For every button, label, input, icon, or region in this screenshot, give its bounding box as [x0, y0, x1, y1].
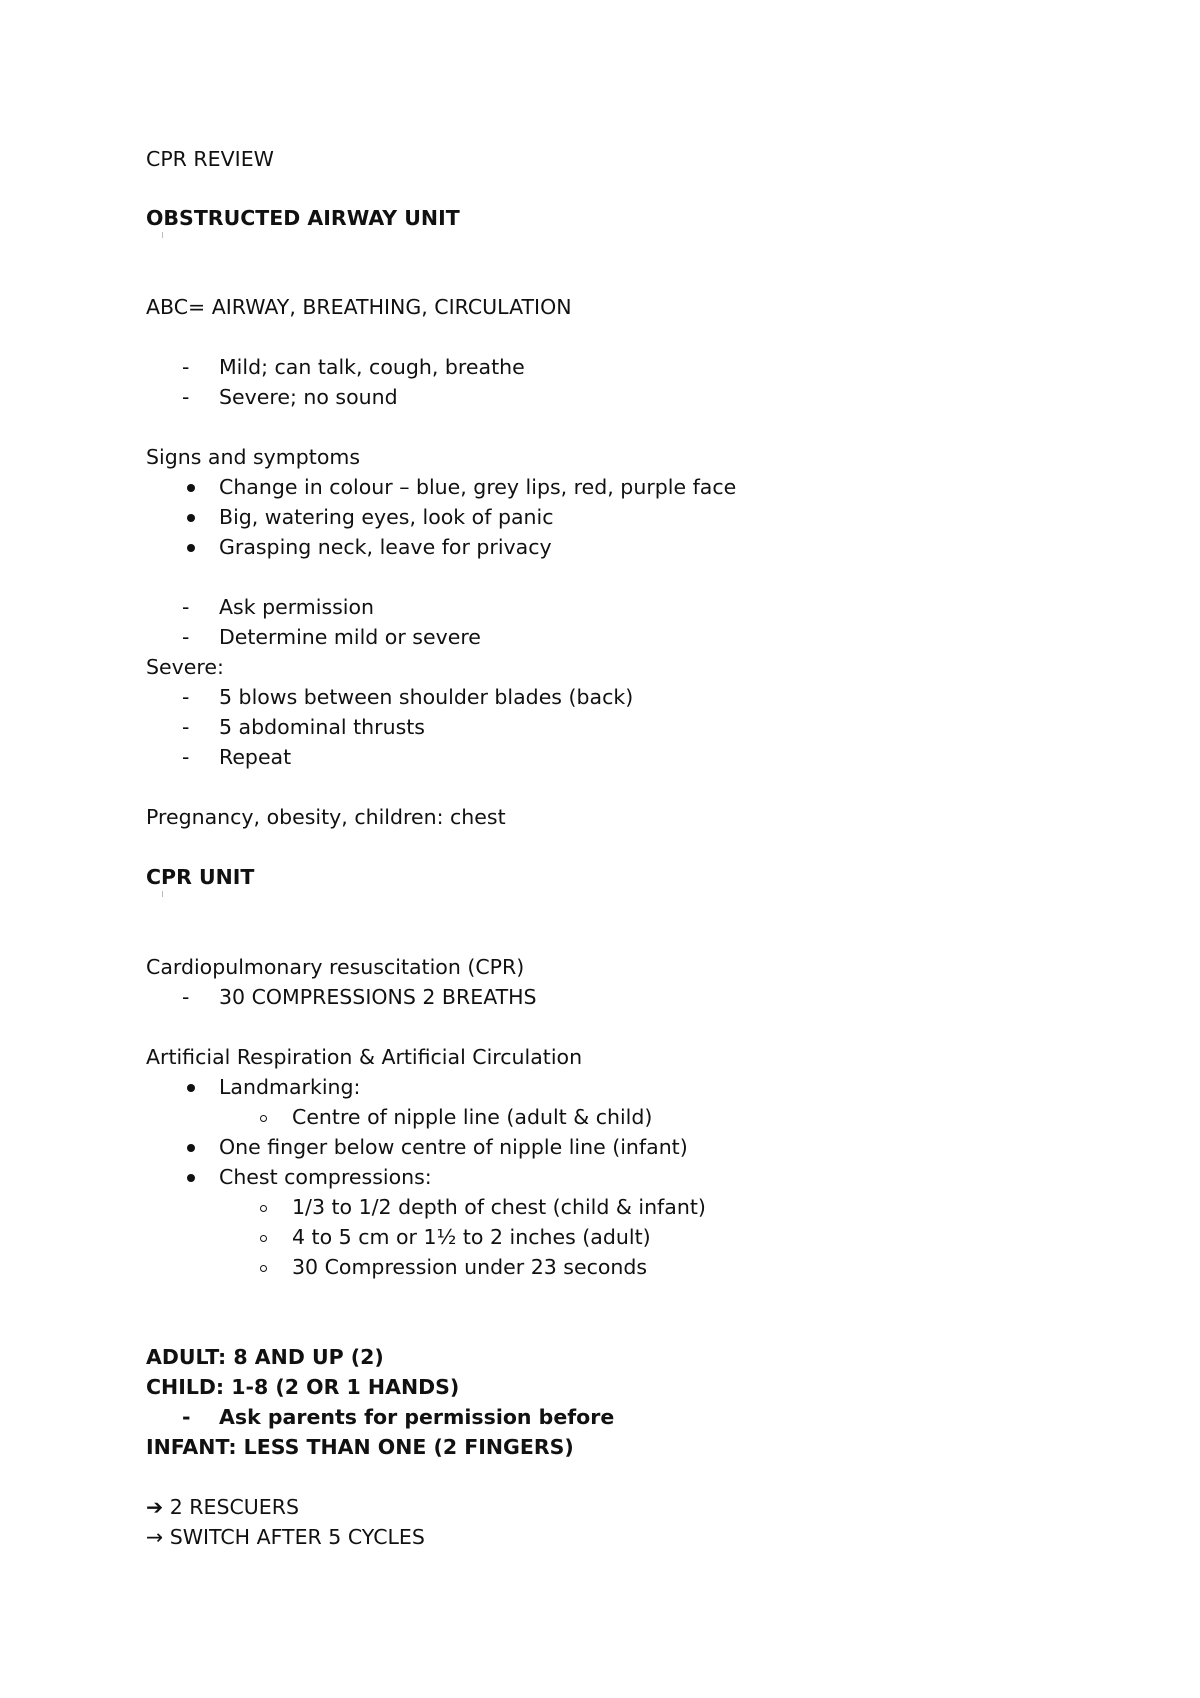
switch-line: → SWITCH AFTER 5 CYCLES	[146, 1525, 425, 1549]
list-item-text: 1/3 to 1/2 depth of chest (child & infant)	[292, 1195, 706, 1219]
circle-bullet-icon	[260, 1265, 267, 1272]
list-item-text: Change in colour – blue, grey lips, red, purple face	[219, 475, 737, 499]
dash-marker: -	[182, 745, 190, 769]
list-item-text: 30 COMPRESSIONS 2 BREATHS	[219, 985, 537, 1009]
bullet-icon	[187, 514, 195, 522]
dash-marker: -	[182, 355, 190, 379]
dash-marker: -	[182, 385, 190, 409]
abc-line: ABC= AIRWAY, BREATHING, CIRCULATION	[146, 295, 572, 319]
circle-bullet-icon	[260, 1205, 267, 1212]
cpr-definition: Cardiopulmonary resuscitation (CPR)	[146, 955, 525, 979]
infant-age-line: INFANT: LESS THAN ONE (2 FINGERS)	[146, 1435, 574, 1459]
circle-bullet-icon	[260, 1235, 267, 1242]
list-item-text: 5 blows between shoulder blades (back)	[219, 685, 634, 709]
bullet-icon	[187, 1144, 195, 1152]
cursor-mark	[162, 232, 163, 238]
child-age-line: CHILD: 1-8 (2 OR 1 HANDS)	[146, 1375, 460, 1399]
dash-marker: -	[182, 985, 190, 1009]
section-heading-cpr: CPR UNIT	[146, 865, 255, 889]
list-item-text: Big, watering eyes, look of panic	[219, 505, 554, 529]
dash-marker: -	[182, 595, 190, 619]
bullet-icon	[187, 1084, 195, 1092]
rescuers-line: ➔ 2 RESCUERS	[146, 1495, 299, 1519]
list-item-text: Ask parents for permission before	[219, 1405, 615, 1429]
dash-marker: -	[182, 625, 190, 649]
bullet-icon	[187, 484, 195, 492]
list-item-text: Severe; no sound	[219, 385, 398, 409]
list-item-text: Chest compressions:	[219, 1165, 432, 1189]
list-item-text: One finger below centre of nipple line (infant)	[219, 1135, 688, 1159]
document-title: CPR REVIEW	[146, 147, 274, 171]
severe-heading: Severe:	[146, 655, 224, 679]
ar-heading: Artificial Respiration & Artificial Circulation	[146, 1045, 583, 1069]
list-item-text: Determine mild or severe	[219, 625, 481, 649]
list-item-text: 30 Compression under 23 seconds	[292, 1255, 648, 1279]
dash-marker: -	[182, 1405, 191, 1429]
list-item-text: Ask permission	[219, 595, 375, 619]
list-item-text: 4 to 5 cm or 1½ to 2 inches (adult)	[292, 1225, 651, 1249]
list-item-text: Grasping neck, leave for privacy	[219, 535, 552, 559]
list-item-text: Repeat	[219, 745, 292, 769]
list-item-text: 5 abdominal thrusts	[219, 715, 425, 739]
bullet-icon	[187, 1174, 195, 1182]
circle-bullet-icon	[260, 1115, 267, 1122]
list-item-text: Centre of nipple line (adult & child)	[292, 1105, 653, 1129]
cursor-mark	[162, 891, 163, 897]
bullet-icon	[187, 544, 195, 552]
list-item-text: Landmarking:	[219, 1075, 361, 1099]
special-cases-line: Pregnancy, obesity, children: chest	[146, 805, 506, 829]
dash-marker: -	[182, 685, 190, 709]
dash-marker: -	[182, 715, 190, 739]
section-heading-obstructed-airway: OBSTRUCTED AIRWAY UNIT	[146, 206, 460, 230]
list-item-text: Mild; can talk, cough, breathe	[219, 355, 525, 379]
signs-heading: Signs and symptoms	[146, 445, 361, 469]
adult-age-line: ADULT: 8 AND UP (2)	[146, 1345, 384, 1369]
